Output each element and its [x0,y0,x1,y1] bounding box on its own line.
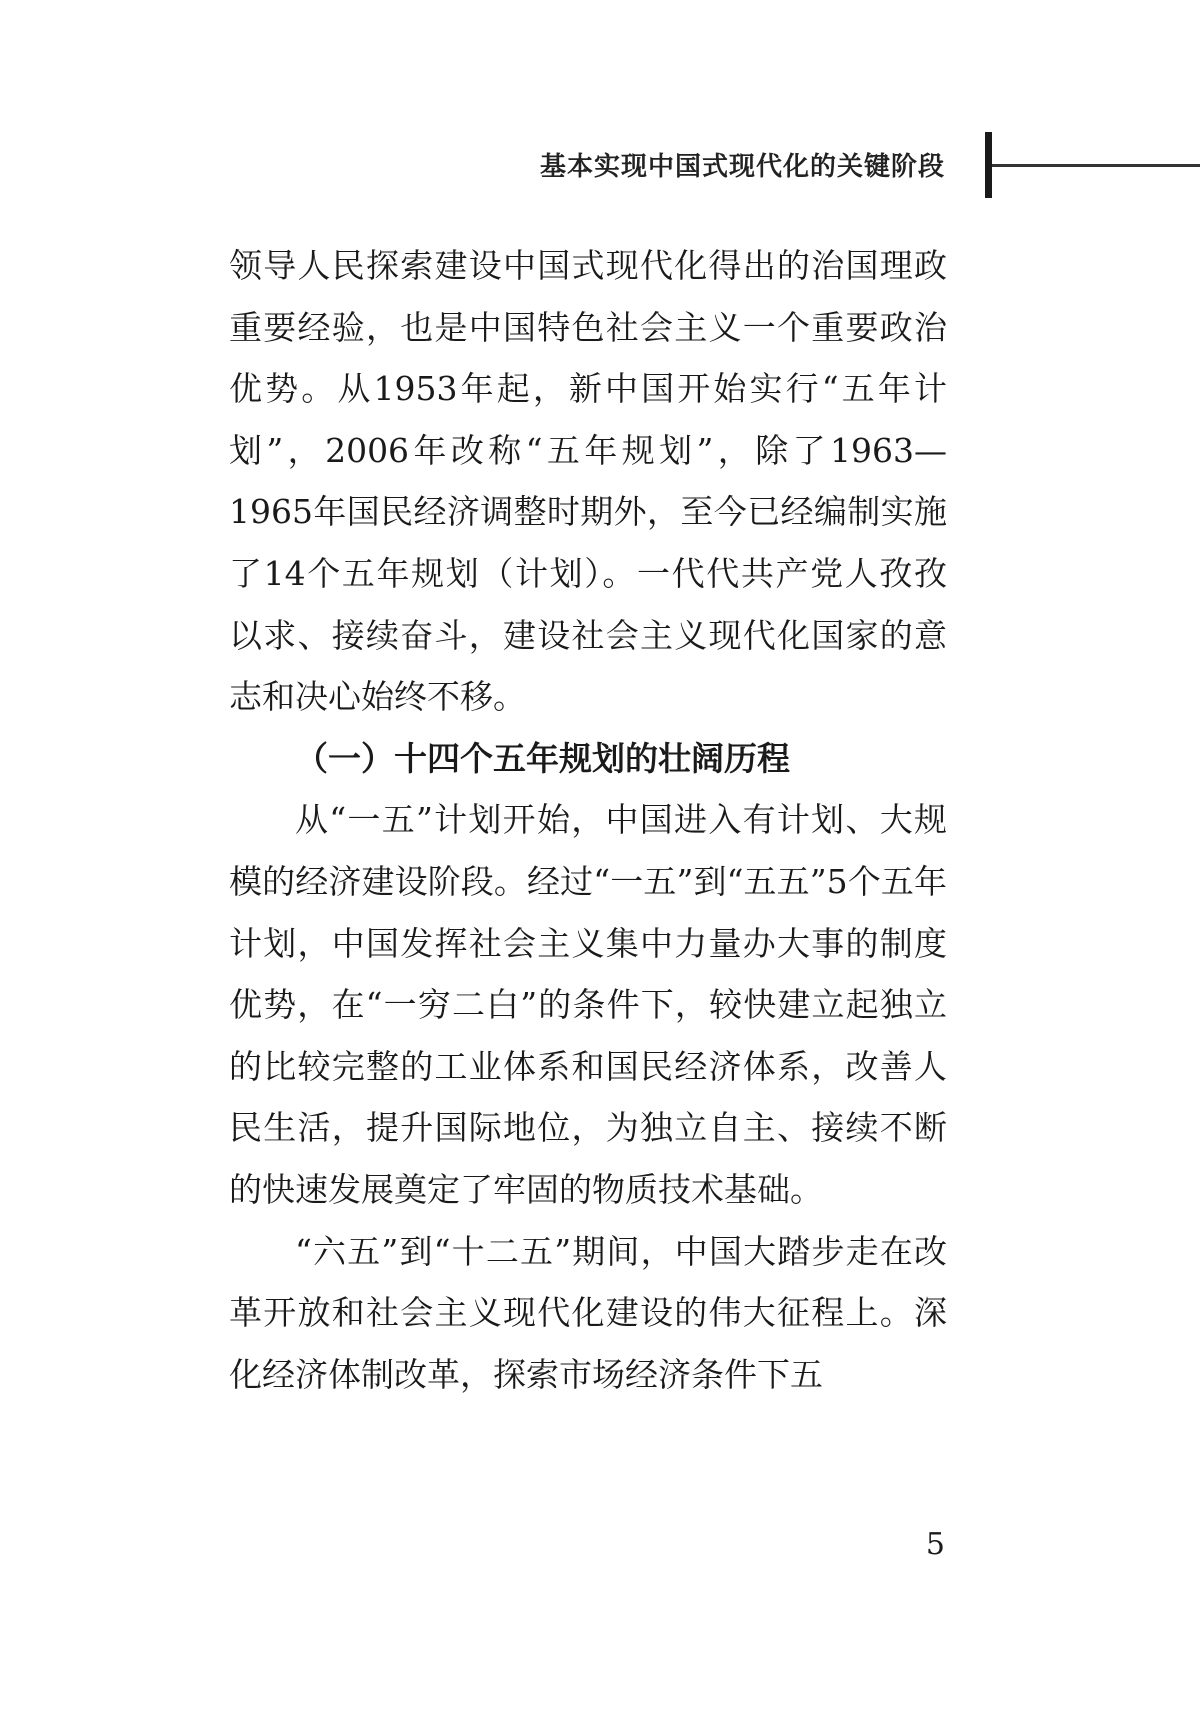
header-horizontal-rule [992,164,1200,167]
paragraph-continued: 领导人民探索建设中国式现代化得出的治国理政重要经验，也是中国特色社会主义一个重要政治优势。从1953年起，新中国开始实行“五年计划”，2006年改称“五年规划”，除了1963—1965年国民经济调整时期外，至今已经编制实施了14个五年规划（计划）。一代代共产党人孜孜以求、接续奋斗，建设社会主义现代化国家的意志和决心始终不移。 [229,246,947,717]
page-number: 5 [925,1527,945,1562]
body-text [229,235,947,1405]
header-vertical-bar [985,132,992,198]
paragraph-3: “六五”到“十二五”期间，中国大踏步走在改革开放和社会主义现代化建设的伟大征程上。深化经济体制改革，探索市场经济条件下五 [229,1231,947,1394]
paragraph-2: 从“一五”计划开始，中国进入有计划、大规模的经济建设阶段。经过“一五”到“五五”5个五年计划，中国发挥社会主义集中力量办大事的制度优势，在“一穷二白”的条件下，较快建立起独立的比较完整的工业体系和国民经济体系，改善人民生活，提升国际地位，为独立自主、接续不断的快速发展奠定了牢固的物质技术基础。 [229,800,947,1209]
section-heading: （一）十四个五年规划的壮阔历程 [295,738,790,778]
running-header-title: 基本实现中国式现代化的关键阶段 [539,152,945,182]
